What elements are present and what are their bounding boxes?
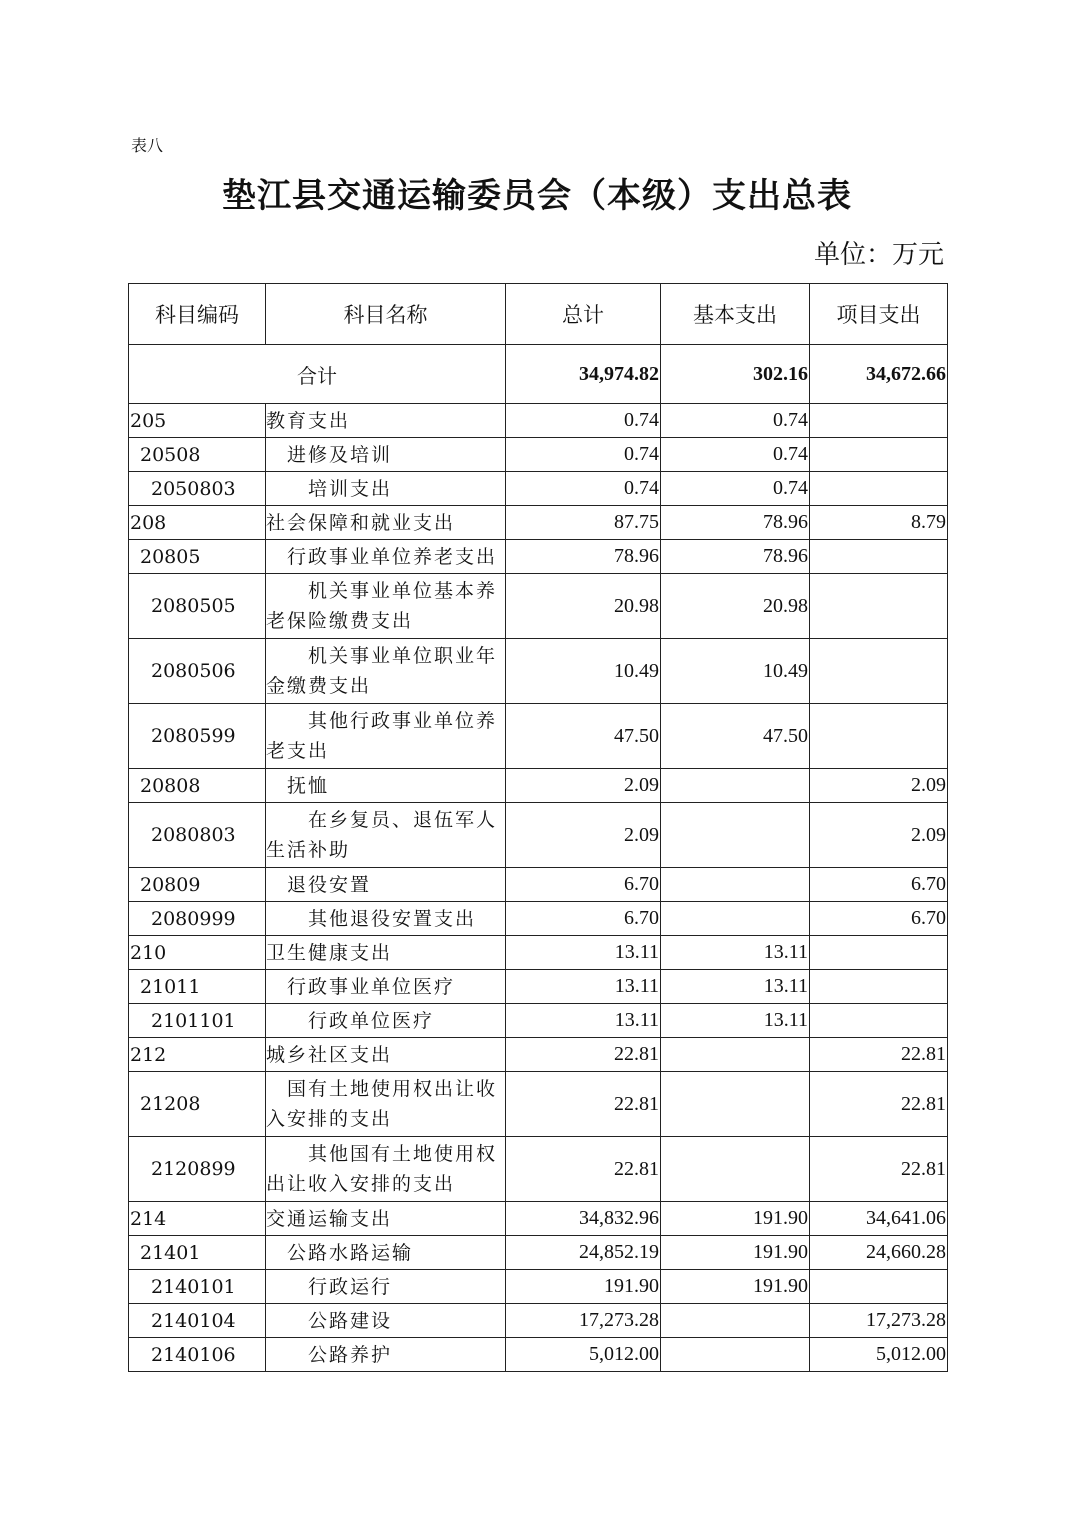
row-name-text: 机关事业单位基本养老保险缴费支出 [266, 580, 498, 632]
row-name-text: 行政事业单位养老支出 [287, 545, 498, 568]
table-row [129, 1072, 948, 1137]
indent [266, 976, 287, 998]
row-code: 2120899 [129, 1137, 266, 1202]
indent [266, 1310, 308, 1332]
table-row [129, 540, 948, 574]
row-basic: 47.50 [661, 704, 810, 769]
row-name-text: 其他国有土地使用权出让收入安排的支出 [266, 1143, 498, 1195]
table-row [129, 1270, 948, 1304]
row-total: 191.90 [506, 1270, 661, 1304]
table-row [129, 1236, 948, 1270]
table-row [129, 574, 948, 639]
row-project: 6.70 [810, 868, 948, 902]
row-name [266, 1304, 506, 1338]
row-basic [661, 1038, 810, 1072]
table-number-label: 表八 [131, 136, 164, 155]
row-name-text: 社会保障和就业支出 [266, 511, 456, 534]
indent [266, 809, 308, 831]
table-row [129, 704, 948, 769]
table-row [129, 1038, 948, 1072]
row-total: 24,852.19 [506, 1236, 661, 1270]
row-name-text: 抚恤 [287, 774, 330, 797]
indent [266, 1242, 287, 1264]
table-row [129, 970, 948, 1004]
row-code: 2140101 [129, 1270, 266, 1304]
row-name [266, 1137, 506, 1202]
table-row [129, 506, 948, 540]
row-name [266, 1072, 506, 1137]
row-code: 20508 [129, 438, 266, 472]
row-basic [661, 1137, 810, 1202]
indent [266, 444, 287, 466]
row-code: 20809 [129, 868, 266, 902]
row-name [266, 970, 506, 1004]
row-project: 22.81 [810, 1038, 948, 1072]
row-basic: 191.90 [661, 1236, 810, 1270]
table-row [129, 404, 948, 438]
row-project: 2.09 [810, 803, 948, 868]
row-name [266, 1338, 506, 1372]
row-basic [661, 1304, 810, 1338]
row-total: 6.70 [506, 902, 661, 936]
table-row [129, 1004, 948, 1038]
row-total: 2.09 [506, 803, 661, 868]
row-name [266, 574, 506, 639]
row-code: 208 [129, 506, 266, 540]
row-project [810, 574, 948, 639]
row-project: 34,641.06 [810, 1202, 948, 1236]
table-row [129, 769, 948, 803]
row-project: 2.09 [810, 769, 948, 803]
row-basic [661, 803, 810, 868]
row-code: 20808 [129, 769, 266, 803]
row-total: 13.11 [506, 936, 661, 970]
row-project [810, 404, 948, 438]
row-name-text: 公路养护 [308, 1343, 393, 1366]
table-row [129, 868, 948, 902]
row-total: 20.98 [506, 574, 661, 639]
row-project [810, 438, 948, 472]
indent [266, 710, 308, 732]
indent [266, 874, 287, 896]
row-code: 21208 [129, 1072, 266, 1137]
header-name: 科目名称 [266, 284, 506, 345]
row-project: 17,273.28 [810, 1304, 948, 1338]
row-basic: 0.74 [661, 404, 810, 438]
table-row [129, 639, 948, 704]
row-total: 5,012.00 [506, 1338, 661, 1372]
row-code: 205 [129, 404, 266, 438]
indent [266, 580, 308, 602]
indent [266, 775, 287, 797]
row-name [266, 404, 506, 438]
row-name [266, 540, 506, 574]
row-code: 2140106 [129, 1338, 266, 1372]
row-name-text: 行政运行 [308, 1275, 393, 1298]
table-row [129, 1304, 948, 1338]
row-code: 21401 [129, 1236, 266, 1270]
row-total: 34,832.96 [506, 1202, 661, 1236]
row-basic: 10.49 [661, 639, 810, 704]
row-name [266, 902, 506, 936]
row-name [266, 1004, 506, 1038]
expenditure-table [128, 283, 948, 1372]
total-label: 合计 [129, 345, 506, 404]
row-code: 2080506 [129, 639, 266, 704]
row-total: 22.81 [506, 1137, 661, 1202]
table-row [129, 472, 948, 506]
row-basic: 0.74 [661, 472, 810, 506]
row-name [266, 1202, 506, 1236]
header-basic: 基本支出 [661, 284, 810, 345]
row-name [266, 936, 506, 970]
row-basic: 13.11 [661, 970, 810, 1004]
row-total: 22.81 [506, 1072, 661, 1137]
row-basic [661, 769, 810, 803]
row-total: 13.11 [506, 970, 661, 1004]
indent [266, 546, 287, 568]
header-project: 项目支出 [810, 284, 948, 345]
row-name [266, 769, 506, 803]
row-name [266, 472, 506, 506]
row-project [810, 540, 948, 574]
row-code: 2101101 [129, 1004, 266, 1038]
row-total: 10.49 [506, 639, 661, 704]
row-name-text: 公路水路运输 [287, 1241, 414, 1264]
row-name-text: 在乡复员、退伍军人生活补助 [266, 809, 498, 861]
row-basic: 78.96 [661, 540, 810, 574]
row-name-text: 公路建设 [308, 1309, 393, 1332]
row-basic: 78.96 [661, 506, 810, 540]
row-basic: 13.11 [661, 1004, 810, 1038]
row-project [810, 970, 948, 1004]
row-total: 13.11 [506, 1004, 661, 1038]
row-name-text: 卫生健康支出 [266, 941, 393, 964]
row-name-text: 退役安置 [287, 873, 372, 896]
row-total: 0.74 [506, 472, 661, 506]
row-name [266, 704, 506, 769]
row-code: 20805 [129, 540, 266, 574]
row-total: 0.74 [506, 438, 661, 472]
row-project: 6.70 [810, 902, 948, 936]
total-project: 34,672.66 [810, 345, 948, 404]
indent [266, 1276, 308, 1298]
row-project [810, 936, 948, 970]
row-name [266, 506, 506, 540]
row-project [810, 472, 948, 506]
row-name-text: 城乡社区支出 [266, 1043, 393, 1066]
row-project [810, 1270, 948, 1304]
total-total: 34,974.82 [506, 345, 661, 404]
row-name-text: 培训支出 [308, 477, 393, 500]
row-name [266, 1270, 506, 1304]
row-total: 0.74 [506, 404, 661, 438]
row-project: 24,660.28 [810, 1236, 948, 1270]
row-name [266, 1236, 506, 1270]
row-name-text: 行政事业单位医疗 [287, 975, 456, 998]
row-total: 87.75 [506, 506, 661, 540]
row-code: 21011 [129, 970, 266, 1004]
indent [266, 1344, 308, 1366]
row-code: 2050803 [129, 472, 266, 506]
row-total: 47.50 [506, 704, 661, 769]
table-row [129, 1137, 948, 1202]
row-total: 78.96 [506, 540, 661, 574]
row-code: 2080599 [129, 704, 266, 769]
row-basic: 20.98 [661, 574, 810, 639]
header-total: 总计 [506, 284, 661, 345]
row-basic: 191.90 [661, 1270, 810, 1304]
indent [266, 908, 308, 930]
page-title: 垫江县交通运输委员会（本级）支出总表 [222, 176, 852, 216]
row-project [810, 639, 948, 704]
table-row [129, 902, 948, 936]
row-code: 212 [129, 1038, 266, 1072]
row-code: 214 [129, 1202, 266, 1236]
row-project: 22.81 [810, 1072, 948, 1137]
row-project [810, 704, 948, 769]
row-basic [661, 902, 810, 936]
table-row [129, 936, 948, 970]
row-basic [661, 1072, 810, 1137]
row-project: 22.81 [810, 1137, 948, 1202]
indent [266, 1010, 308, 1032]
indent [266, 478, 308, 500]
row-basic: 0.74 [661, 438, 810, 472]
row-code: 2140104 [129, 1304, 266, 1338]
indent [266, 1078, 287, 1100]
indent [266, 1143, 308, 1165]
row-project [810, 1004, 948, 1038]
row-project: 8.79 [810, 506, 948, 540]
row-code: 210 [129, 936, 266, 970]
total-basic: 302.16 [661, 345, 810, 404]
table-row [129, 1338, 948, 1372]
row-name [266, 1038, 506, 1072]
row-name-text: 机关事业单位职业年金缴费支出 [266, 645, 498, 697]
row-total: 22.81 [506, 1038, 661, 1072]
table-row [129, 438, 948, 472]
row-basic: 13.11 [661, 936, 810, 970]
row-code: 2080999 [129, 902, 266, 936]
row-total: 17,273.28 [506, 1304, 661, 1338]
table-row [129, 1202, 948, 1236]
indent [266, 645, 308, 667]
row-project: 5,012.00 [810, 1338, 948, 1372]
total-row [129, 345, 948, 404]
row-name [266, 438, 506, 472]
row-code: 2080505 [129, 574, 266, 639]
table-row [129, 803, 948, 868]
unit-label: 单位：万元 [813, 240, 944, 270]
row-name-text: 其他行政事业单位养老支出 [266, 710, 498, 762]
row-basic [661, 868, 810, 902]
row-name-text: 教育支出 [266, 409, 351, 432]
header-row [129, 284, 948, 345]
row-name-text: 行政单位医疗 [308, 1009, 435, 1032]
row-total: 6.70 [506, 868, 661, 902]
row-basic [661, 1338, 810, 1372]
row-name-text: 国有土地使用权出让收入安排的支出 [266, 1078, 498, 1130]
header-code: 科目编码 [129, 284, 266, 345]
row-name [266, 803, 506, 868]
row-name-text: 进修及培训 [287, 443, 393, 466]
row-name-text: 其他退役安置支出 [308, 907, 477, 930]
row-name [266, 868, 506, 902]
row-basic: 191.90 [661, 1202, 810, 1236]
row-code: 2080803 [129, 803, 266, 868]
row-name-text: 交通运输支出 [266, 1207, 393, 1230]
row-total: 2.09 [506, 769, 661, 803]
row-name [266, 639, 506, 704]
